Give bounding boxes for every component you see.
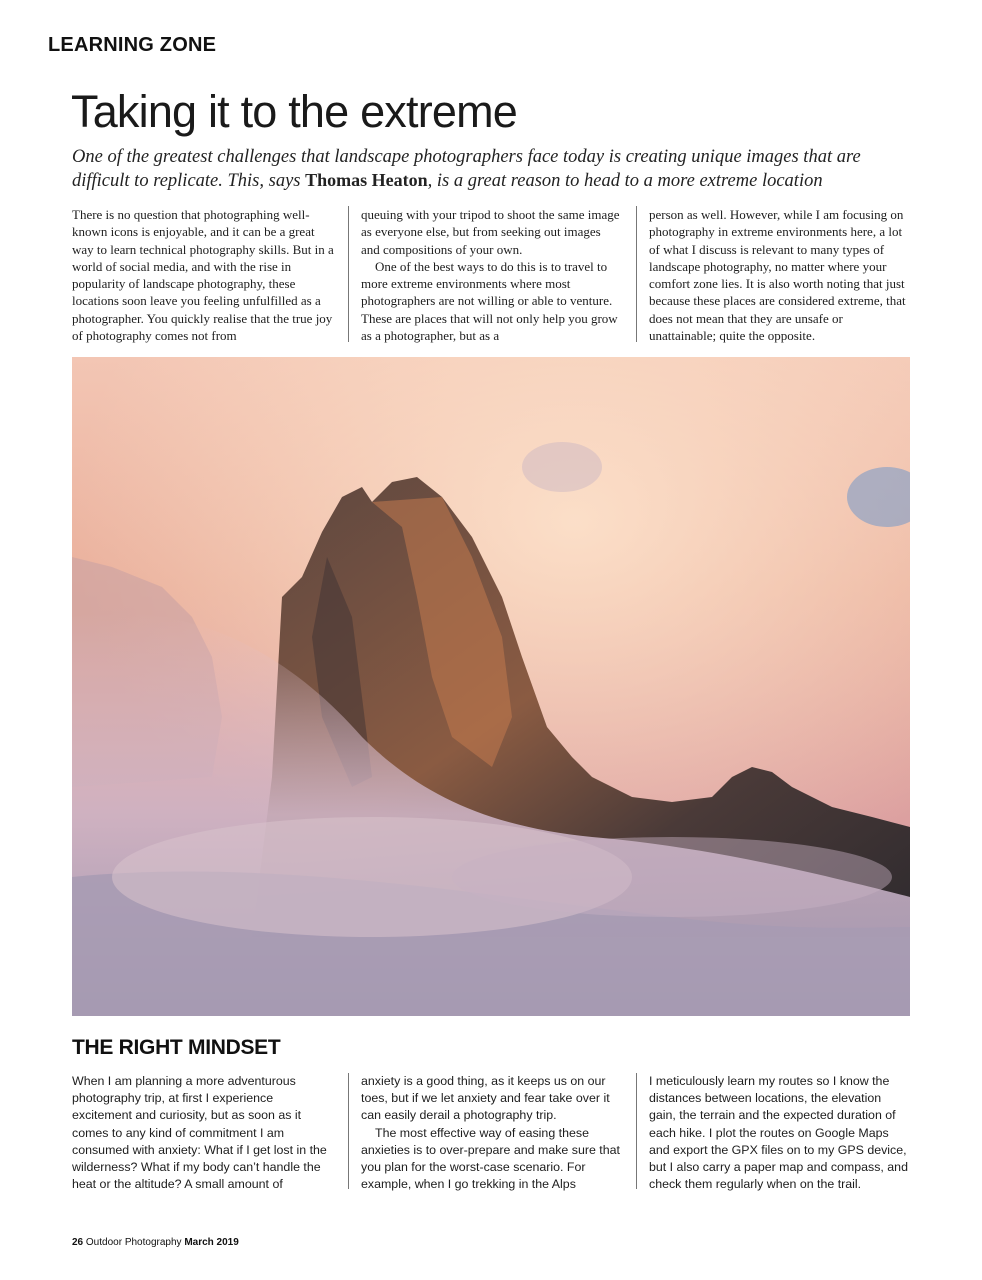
body-columns: [72, 1073, 910, 1192]
mountain-photo: [72, 357, 910, 1016]
paragraph: queuing with your tripod to shoot the same image as everyone else, but from seeking out images and compositions of your own.: [361, 207, 620, 257]
intro-columns: [72, 206, 910, 342]
paragraph: anxiety is a good thing, as it keeps us on our toes, but if we let anxiety and fear take over it can easily derail a photography trip.: [361, 1074, 610, 1123]
body-column-2: [348, 1073, 622, 1192]
section-tag: LEARNING ZONE: [48, 34, 217, 56]
article-standfirst: [72, 146, 892, 193]
mountain-illustration: [72, 357, 910, 1016]
intro-column-1: [72, 206, 334, 342]
article-headline: Taking it to the extreme: [71, 86, 518, 137]
paragraph: The most effective way of easing these anxieties is to over-prepare and make sure that you plan for the worst-case scenario. For example, when I go trekking in the Alps: [361, 1125, 620, 1192]
page-folio: [72, 1237, 239, 1248]
page-number: 26: [72, 1237, 84, 1248]
paragraph: There is no question that photographing well-known icons is enjoyable, and it can be a great way to learn technical photography skills. But in a world of social media, and with the rise in popularity of landscape photography, these locations soon leave you feeling unfulfilled as a photographer. You quickly realise that the true joy of photography comes not from: [72, 207, 334, 344]
intro-column-3: [636, 206, 910, 342]
author-name: Thomas Heaton: [305, 170, 428, 190]
section-subhead: THE RIGHT MINDSET: [72, 1036, 281, 1059]
paragraph: When I am planning a more adventurous photography trip, at first I experience excitement and curiosity, but as soon as it comes to any kind of commitment I am consumed with anxiety: What if I get lost in the wilderness? What if my body can’t handle the heat or the altitude? A small amount of: [72, 1074, 327, 1192]
issue-date: March 2019: [184, 1237, 239, 1248]
standfirst-text: One of the greatest challenges that landscape photographers face today is creating unique images that are difficult to replicate. This, says: [72, 147, 861, 191]
paragraph: person as well. However, while I am focusing on photography in extreme environments here, a lot of what I discuss is relevant to many types of landscape photography, no matter where your comfort zone lies. It is also worth noting that just because these places are considered extreme, that does not mean that they are unsafe or unattainable; quite the opposite.: [649, 207, 906, 344]
paragraph: One of the best ways to do this is to travel to more extreme environments where most photographers are not willing or able to venture. These are places that will not only help you grow as a photographer, but as a: [361, 258, 618, 344]
magazine-name: Outdoor Photography: [85, 1237, 182, 1248]
intro-column-2: [348, 206, 622, 342]
body-column-3: [636, 1073, 910, 1192]
body-column-1: [72, 1073, 334, 1192]
standfirst-text-end: , is a great reason to head to a more extreme location: [427, 171, 823, 191]
paragraph: I meticulously learn my routes so I know the distances between locations, the elevation gain, the terrain and the expected duration of each hike. I plot the routes on Google Maps and export the GPX files on to my GPS device, but I also carry a paper map and compass, and check them regularly when on the trail.: [649, 1074, 908, 1192]
